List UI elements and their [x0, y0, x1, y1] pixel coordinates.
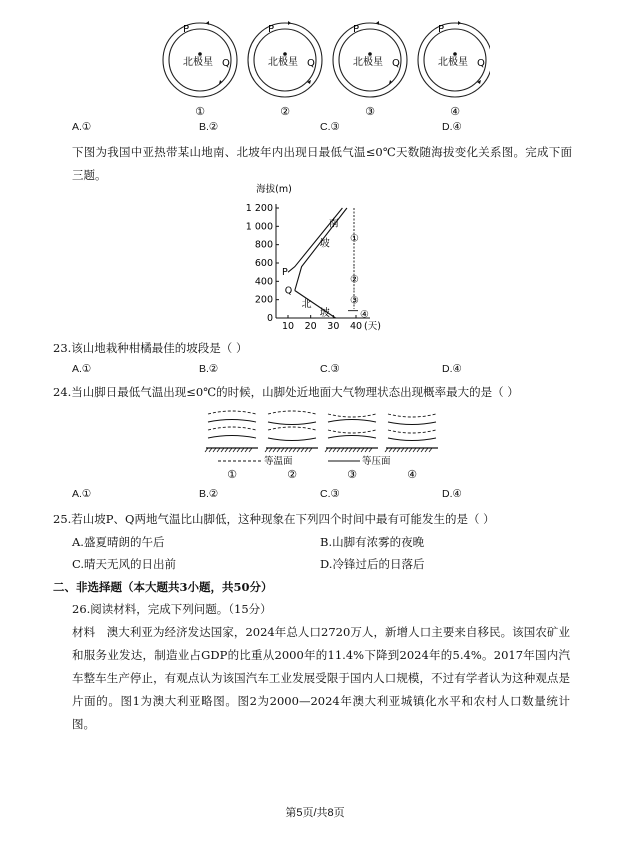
ground-hatch [277, 448, 280, 452]
segment-label: ③ [350, 295, 359, 307]
ground-hatch [429, 448, 432, 452]
ground-hatch [281, 448, 284, 452]
ground-hatch [361, 448, 364, 452]
ground-hatch [329, 448, 332, 452]
star-diagram-4 [418, 21, 490, 118]
isotherm-line [268, 427, 316, 430]
star-diagram-label: ② [280, 105, 290, 118]
q22-options [0, 121, 630, 137]
ground-hatch [349, 448, 352, 452]
x-axis-unit: (天) [364, 321, 381, 332]
ground-hatch [249, 448, 252, 452]
ground-hatch [365, 448, 368, 452]
q24-question: 24.当山脚日最低气温出现≤0℃的时候，山脚处近地面大气物理状态出现概率最大的是（ ） [53, 385, 519, 399]
ground-hatch [409, 448, 412, 452]
direction-arrow-icon [458, 21, 461, 25]
isotherm-line [388, 414, 436, 417]
isotherm-line [208, 427, 256, 430]
ground-hatch [293, 448, 296, 452]
isotherm-line [388, 430, 436, 433]
intro-paragraph: 下图为我国中亚热带某山地南、北坡年内出现日最低气温≤0℃天数随海拔变化关系图。完成下面三题。 [72, 145, 572, 182]
ground-hatch [401, 448, 404, 452]
ground-hatch [221, 448, 224, 452]
star-diagram-label: ④ [450, 105, 460, 118]
q22-option-b[interactable]: B.② [199, 121, 219, 133]
ground-hatch [209, 448, 212, 452]
ground-hatch [269, 448, 272, 452]
y-tick-label: 1 000 [245, 221, 273, 233]
y-tick-label: 400 [254, 276, 273, 288]
ground-hatch [393, 448, 396, 452]
segment-label: ② [350, 274, 359, 286]
elevation-chart-svg [240, 182, 390, 334]
ground-hatch [205, 448, 208, 452]
ground-hatch [241, 448, 244, 452]
q25-option-c[interactable]: C.晴天无风的日出前 [72, 557, 177, 571]
legend-isobar-label: 等压面 [362, 456, 391, 467]
q24-option-b[interactable]: B.② [199, 488, 219, 500]
ground-hatch [353, 448, 356, 452]
point-p-label: P [282, 267, 288, 279]
atmos-diagram-label: ③ [347, 468, 357, 481]
ground-hatch [289, 448, 292, 452]
y-tick-label: 800 [254, 239, 273, 251]
ground-hatch [413, 448, 416, 452]
q26-material: 材料 澳大利亚为经济发达国家，2024年总人口2720万人，新增人口主要来自移民。该国农矿业和服务业发达，制造业占GDP的比重从2000年的11.4%下降到2024年的5.4%。2017年国内汽车整车生产停止，有观点认为该国汽车工业发展受限于国内人口规模，不过有学者认为这种观点是片面的。图1为澳大利亚略图。图2为2000—2024年澳大利亚城镇化水平和农村人口数量统计图。 [72, 625, 570, 731]
isobar-line [388, 422, 436, 425]
y-tick-label: 200 [254, 294, 273, 306]
x-tick-label: 40 [349, 321, 363, 332]
q24-option-c[interactable]: C.③ [320, 488, 340, 500]
atmos-diagram-1 [205, 411, 258, 452]
ground-hatch [341, 448, 344, 452]
ground-hatch [385, 448, 388, 452]
direction-arrow-icon [288, 21, 291, 25]
isotherm-line [328, 430, 376, 433]
polaris-dot [453, 52, 457, 56]
ground-hatch [345, 448, 348, 452]
ground-hatch [309, 448, 312, 452]
ground-hatch [285, 448, 288, 452]
isobar-line [208, 436, 256, 439]
q22-option-c[interactable]: C.③ [320, 121, 340, 133]
q22-option-a[interactable]: A.① [72, 121, 92, 133]
ground-hatch [229, 448, 232, 452]
x-tick-label: 30 [327, 321, 340, 332]
ground-hatch [237, 448, 240, 452]
point-q-label: Q [284, 285, 293, 297]
isotherm-line [328, 414, 376, 417]
q24-option-a[interactable]: A.① [72, 488, 92, 500]
point-q-label: Q [477, 58, 485, 69]
y-axis-title: 海拔(m) [256, 184, 292, 195]
point-p-label: P [183, 24, 190, 35]
polaris-label: 北极星 [183, 57, 213, 68]
legend-isotherm-label: 等温面 [264, 456, 293, 467]
ground-hatch [425, 448, 428, 452]
page-footer: 第5页/共8页 [285, 807, 345, 819]
ground-hatch [337, 448, 340, 452]
point-p-label: P [438, 24, 445, 35]
y-tick-label: 0 [266, 313, 273, 324]
ground-hatch [421, 448, 424, 452]
ground-hatch [417, 448, 420, 452]
atmos-diagram-2 [265, 411, 318, 452]
south-slope-label: 坡 [319, 238, 330, 250]
q24-option-d[interactable]: D.④ [442, 488, 462, 500]
point-q-label: Q [307, 58, 315, 69]
ground-hatch [397, 448, 400, 452]
polaris-dot [198, 52, 202, 56]
north-slope-label: 北 [301, 299, 312, 310]
polaris-dot [283, 52, 287, 56]
q25-option-b[interactable]: B.山脚有浓雾的夜晚 [320, 535, 425, 549]
point-p-label: P [268, 24, 275, 35]
ground-hatch [305, 448, 308, 452]
segment-label: ④ [360, 309, 369, 321]
ground-hatch [217, 448, 220, 452]
isobar-line [388, 438, 436, 441]
ground-hatch [245, 448, 248, 452]
q24-figure-svg [200, 404, 440, 484]
isobar-line [208, 420, 256, 423]
atmos-diagram-3 [325, 414, 378, 452]
polaris-label: 北极星 [438, 57, 468, 68]
star-diagram-3 [333, 21, 407, 118]
ground-hatch [265, 448, 268, 452]
point-q-label: Q [222, 58, 230, 69]
q26-title: 26.阅读材料，完成下列问题。（15分） [72, 602, 272, 616]
south-slope-label: 南 [328, 218, 339, 230]
isobar-line [268, 422, 316, 425]
x-tick-label: 10 [281, 321, 295, 332]
atmos-diagram-label: ④ [407, 468, 417, 481]
q25-question: 25.若山坡P、Q两地气温比山脚低，这种现象在下列四个时间中最有可能发生的是（ ） [53, 512, 495, 526]
q25-option-d[interactable]: D.冷锋过后的日落后 [320, 557, 425, 571]
ground-hatch [233, 448, 236, 452]
star-diagram-2 [248, 21, 322, 118]
polaris-label: 北极星 [268, 57, 298, 68]
atmos-diagram-label: ② [287, 468, 297, 481]
point-p-label: P [353, 24, 360, 35]
ground-hatch [301, 448, 304, 452]
star-trail-figure [150, 10, 490, 120]
polaris-dot [368, 52, 372, 56]
ground-hatch [213, 448, 216, 452]
q24-options [0, 488, 630, 504]
q23-option-d[interactable]: D.④ [442, 363, 462, 375]
x-tick-label: 20 [304, 321, 317, 332]
ground-hatch [389, 448, 392, 452]
direction-arrow-icon [376, 21, 379, 25]
north-slope-label: 坡 [319, 308, 330, 319]
isotherm-line [208, 411, 256, 414]
atmos-diagram-4 [385, 414, 438, 452]
ground-hatch [297, 448, 300, 452]
isobar-line [268, 438, 316, 441]
polaris-label: 北极星 [353, 57, 383, 68]
ground-hatch [369, 448, 372, 452]
y-tick-label: 1 200 [245, 203, 273, 214]
ground-hatch [273, 448, 276, 452]
ground-hatch [405, 448, 408, 452]
q23-question: 23.该山地栽种柑橘最佳的坡段是（ ） [53, 341, 248, 355]
segment-label: ① [350, 233, 359, 245]
star-diagram-label: ③ [365, 105, 375, 118]
isotherm-line [268, 411, 316, 414]
elevation-chart [240, 182, 390, 334]
y-tick-label: 600 [254, 258, 273, 269]
star-diagram-1 [163, 21, 237, 118]
q24-figure [200, 404, 440, 484]
star-trail-svg [150, 10, 490, 120]
isobar-line [328, 420, 376, 423]
q23-option-c[interactable]: C.③ [320, 363, 340, 375]
q22-option-d[interactable]: D.④ [442, 121, 462, 133]
ground-hatch [325, 448, 328, 452]
q23-option-b[interactable]: B.② [199, 363, 219, 375]
section-heading: 二、非选择题（本大题共3小题，共50分） [53, 580, 273, 594]
isobar-line [328, 436, 376, 439]
ground-hatch [357, 448, 360, 452]
atmos-diagram-label: ① [227, 468, 237, 481]
star-diagram-label: ① [195, 105, 205, 118]
q23-options [0, 363, 630, 379]
q23-option-a[interactable]: A.① [72, 363, 92, 375]
ground-hatch [333, 448, 336, 452]
direction-arrow-icon [206, 21, 209, 25]
point-q-label: Q [392, 58, 400, 69]
ground-hatch [225, 448, 228, 452]
q25-option-a[interactable]: A.盛夏晴朗的午后 [72, 535, 165, 549]
